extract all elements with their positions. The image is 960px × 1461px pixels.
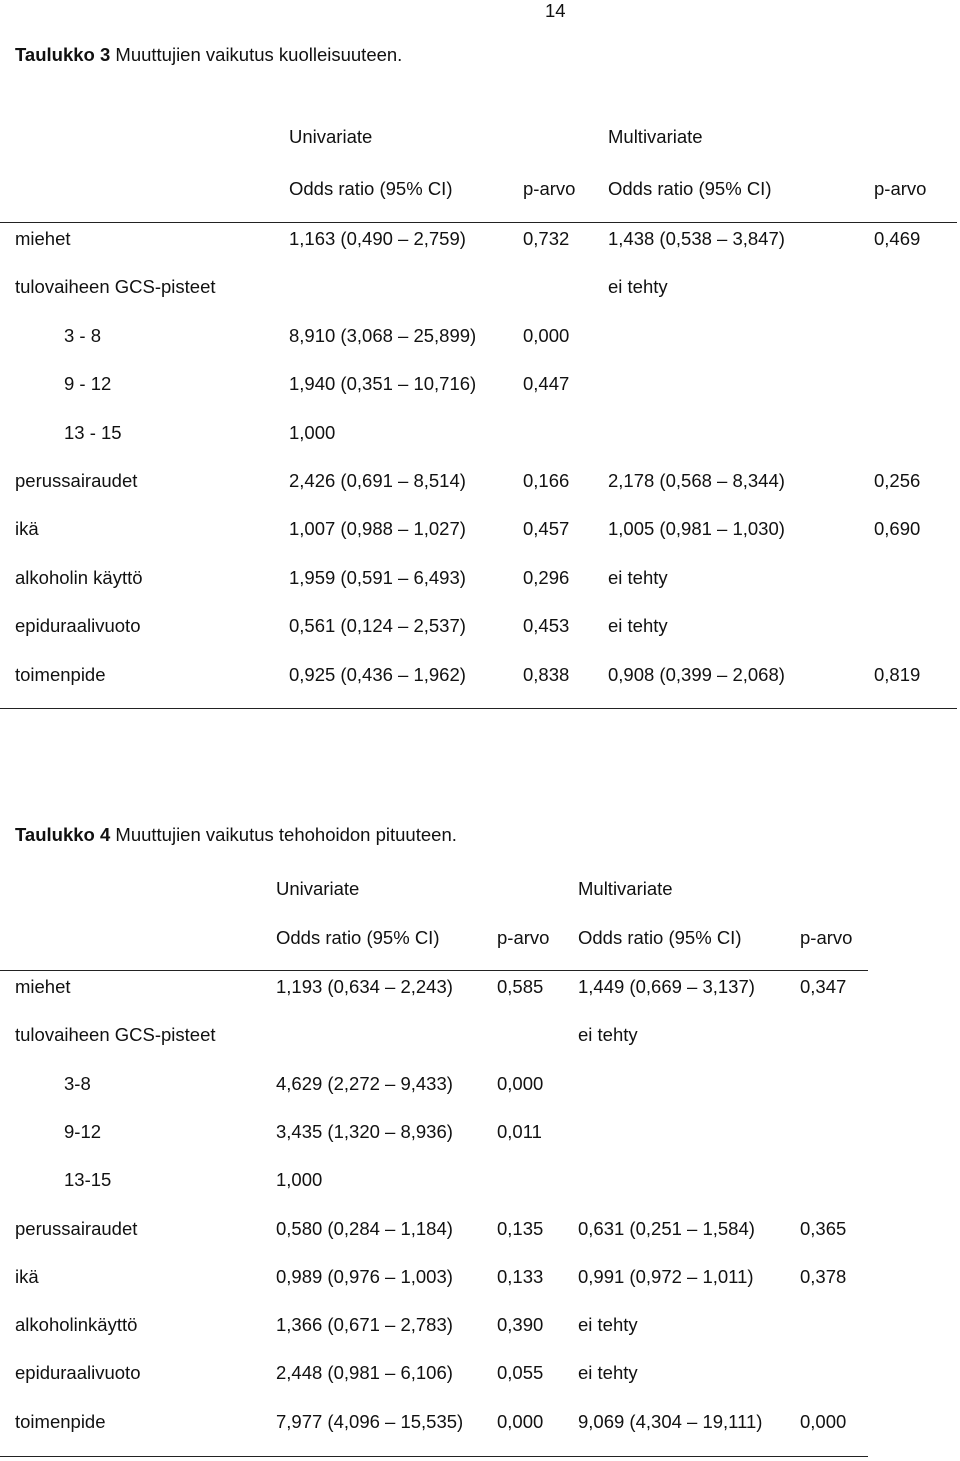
table4-caption-number: Taulukko 4 <box>15 824 111 845</box>
table3-univariate-or: 1,000 <box>289 421 336 443</box>
table4-multivariate-or: 0,991 (0,972 – 1,011) <box>578 1265 754 1287</box>
table4-multivariate-or: ei tehty <box>578 1024 638 1046</box>
table3-header-multivariate-p: p-arvo <box>874 178 927 199</box>
table3-univariate-p: 0,732 <box>523 228 570 249</box>
table3-univariate-p: 0,296 <box>523 566 570 588</box>
table3-row-label: perussairaudet <box>15 470 138 491</box>
table4-univariate-or: 0,580 (0,284 – 1,184) <box>276 1217 453 1239</box>
table3-multivariate-or: 0,908 (0,399 – 2,068) <box>608 663 785 685</box>
table4-row-label: alkoholinkäyttö <box>15 1314 138 1336</box>
table3-row-label: 13 - 15 <box>64 421 122 443</box>
table4-row-label: 9-12 <box>64 1120 102 1142</box>
table3-univariate-or: 1,007 (0,988 – 1,027) <box>289 518 466 540</box>
table3-multivariate-or: ei tehty <box>608 566 668 588</box>
table4-header-univariate-or: Odds ratio (95% CI) <box>276 927 440 948</box>
table4-header-multivariate-or: Odds ratio (95% CI) <box>578 927 742 948</box>
table4-univariate-p: 0,000 <box>497 1410 544 1432</box>
table3-multivariate-or: ei tehty <box>608 615 668 637</box>
table3-multivariate-p: 0,819 <box>874 663 921 685</box>
table4-row-label: ikä <box>15 1265 39 1287</box>
table3-univariate-or: 0,561 (0,124 – 2,537) <box>289 615 466 637</box>
table4-univariate-p: 0,585 <box>497 976 544 997</box>
table4-header-univariate-p: p-arvo <box>497 927 550 948</box>
table3-row-label: toimenpide <box>15 663 106 685</box>
table4-row-label: tulovaiheen GCS-pisteet <box>15 1024 216 1046</box>
table4-row-label: 13-15 <box>64 1169 112 1191</box>
table3-header-univariate-or: Odds ratio (95% CI) <box>289 178 453 199</box>
table3-univariate-p: 0,447 <box>523 373 570 395</box>
table4-caption-text: Muuttujien vaikutus tehohoidon pituuteen. <box>110 824 457 845</box>
table4-multivariate-or: ei tehty <box>578 1314 638 1336</box>
table4-group-multivariate: Multivariate <box>578 878 673 899</box>
table3-header-multivariate-or: Odds ratio (95% CI) <box>608 178 772 199</box>
table4-row-label: miehet <box>15 976 71 997</box>
table3-univariate-or: 1,959 (0,591 – 6,493) <box>289 566 466 588</box>
table3-univariate-or: 0,925 (0,436 – 1,962) <box>289 663 466 685</box>
table4-univariate-p: 0,000 <box>497 1072 544 1094</box>
table4-row-label: epiduraalivuoto <box>15 1362 141 1384</box>
table3-univariate-p: 0,000 <box>523 324 570 346</box>
table4-multivariate-p: 0,000 <box>800 1410 847 1432</box>
table3-multivariate-or: 2,178 (0,568 – 8,344) <box>608 470 785 491</box>
table4-univariate-p: 0,055 <box>497 1362 544 1384</box>
table3-caption-text: Muuttujien vaikutus kuolleisuuteen. <box>110 44 403 65</box>
table4-multivariate-p: 0,347 <box>800 976 847 997</box>
table4-univariate-or: 1,000 <box>276 1169 323 1191</box>
table3-row-label: ikä <box>15 518 39 540</box>
table3-multivariate-or: ei tehty <box>608 276 668 298</box>
table3-univariate-or: 2,426 (0,691 – 8,514) <box>289 470 466 491</box>
table3-univariate-p: 0,457 <box>523 518 570 540</box>
table3-univariate-p: 0,838 <box>523 663 570 685</box>
table4-row-label: toimenpide <box>15 1410 106 1432</box>
table4-univariate-p: 0,390 <box>497 1314 544 1336</box>
table3-caption-number: Taulukko 3 <box>15 44 111 65</box>
table4-multivariate-or: ei tehty <box>578 1362 638 1384</box>
table4-header-multivariate-p: p-arvo <box>800 927 853 948</box>
table4-row-label: 3-8 <box>64 1072 91 1094</box>
table3-row-label: 3 - 8 <box>64 324 102 346</box>
table3-univariate-or: 1,163 (0,490 – 2,759) <box>289 228 466 249</box>
table4-univariate-or: 2,448 (0,981 – 6,106) <box>276 1362 453 1384</box>
table4-multivariate-or: 1,449 (0,669 – 3,137) <box>578 976 755 997</box>
table4-multivariate-p: 0,365 <box>800 1217 847 1239</box>
table3-univariate-or: 8,910 (3,068 – 25,899) <box>289 324 477 346</box>
table4-caption <box>15 824 457 846</box>
table3-multivariate-p: 0,469 <box>874 228 921 249</box>
table3-row-label: tulovaiheen GCS-pisteet <box>15 276 216 298</box>
table4-multivariate-or: 0,631 (0,251 – 1,584) <box>578 1217 755 1239</box>
page-number: 14 <box>545 0 566 21</box>
table3-header-rule <box>0 222 957 223</box>
table3-univariate-or: 1,940 (0,351 – 10,716) <box>289 373 477 395</box>
table3-bottom-rule <box>0 708 957 709</box>
table4-univariate-or: 1,366 (0,671 – 2,783) <box>276 1314 453 1336</box>
table3-row-label: 9 - 12 <box>64 373 112 395</box>
table3-univariate-p: 0,453 <box>523 615 570 637</box>
table3-multivariate-p: 0,690 <box>874 518 921 540</box>
table4-univariate-or: 4,629 (2,272 – 9,433) <box>276 1072 453 1094</box>
table4-univariate-p: 0,011 <box>497 1120 542 1142</box>
table3-group-univariate: Univariate <box>289 126 373 147</box>
table4-multivariate-p: 0,378 <box>800 1265 847 1287</box>
table4-univariate-or: 3,435 (1,320 – 8,936) <box>276 1120 453 1142</box>
table3-caption <box>15 44 402 66</box>
table3-row-label: epiduraalivuoto <box>15 615 141 637</box>
table4-group-univariate: Univariate <box>276 878 360 899</box>
table3-multivariate-or: 1,005 (0,981 – 1,030) <box>608 518 785 540</box>
table3-row-label: miehet <box>15 228 71 249</box>
table4-header-rule <box>0 970 868 971</box>
table3-multivariate-or: 1,438 (0,538 – 3,847) <box>608 228 785 249</box>
table4-univariate-or: 7,977 (4,096 – 15,535) <box>276 1410 464 1432</box>
table3-row-label: alkoholin käyttö <box>15 566 143 588</box>
table4-multivariate-or: 9,069 (4,304 – 19,111) <box>578 1410 763 1432</box>
table4-bottom-rule <box>0 1456 868 1457</box>
table3-multivariate-p: 0,256 <box>874 470 921 491</box>
table4-univariate-p: 0,135 <box>497 1217 544 1239</box>
table4-univariate-or: 1,193 (0,634 – 2,243) <box>276 976 453 997</box>
table4-row-label: perussairaudet <box>15 1217 138 1239</box>
table4-univariate-or: 0,989 (0,976 – 1,003) <box>276 1265 453 1287</box>
table3-univariate-p: 0,166 <box>523 470 570 491</box>
table3-group-multivariate: Multivariate <box>608 126 703 147</box>
table4-univariate-p: 0,133 <box>497 1265 544 1287</box>
table3-header-univariate-p: p-arvo <box>523 178 576 199</box>
